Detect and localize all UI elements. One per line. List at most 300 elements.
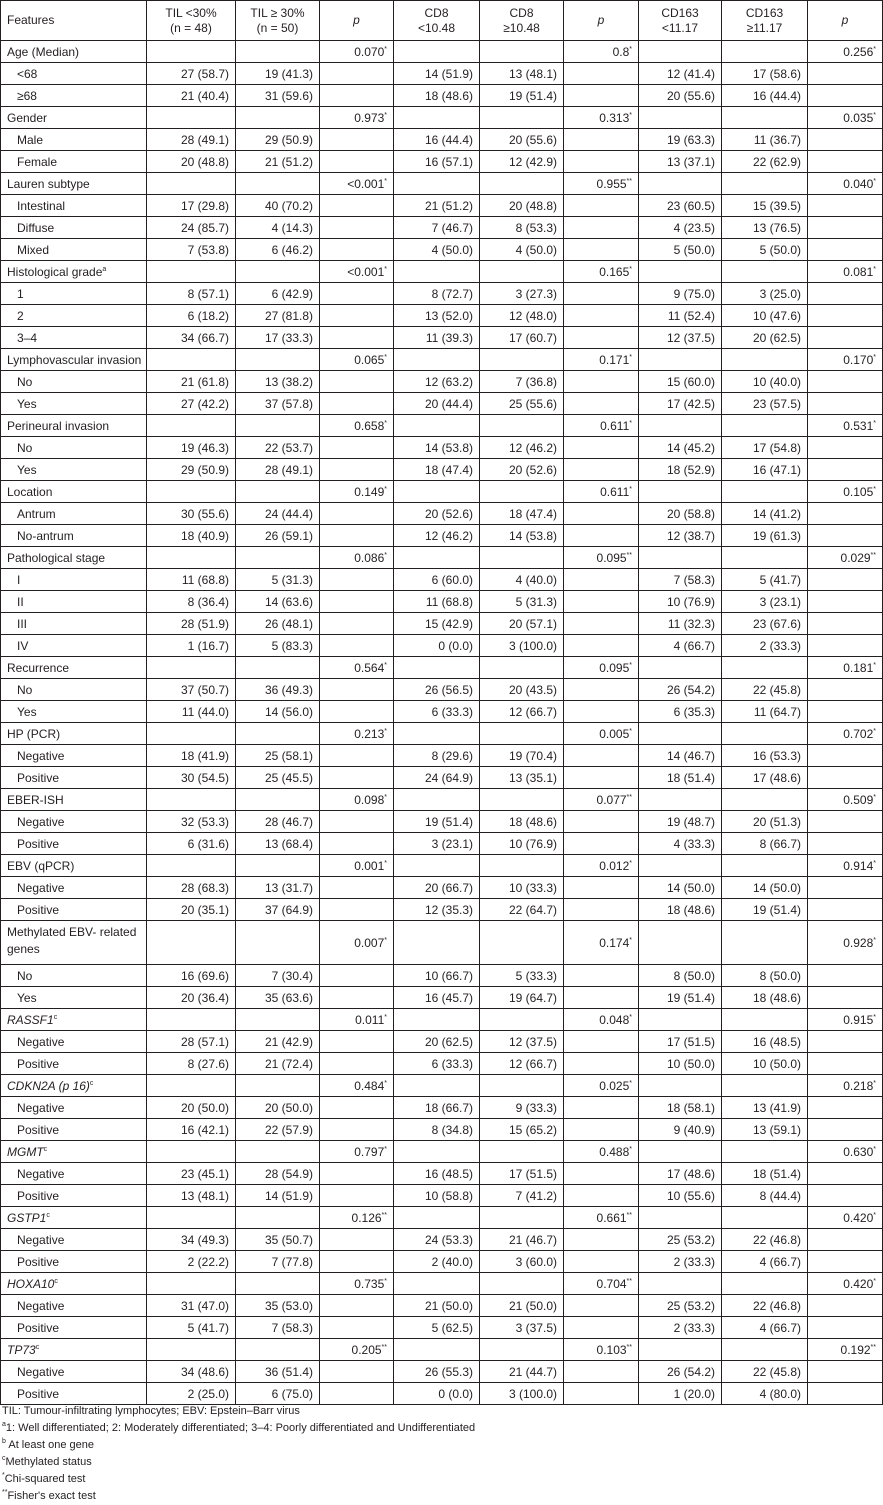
empty-cell xyxy=(147,789,236,811)
feature-label-cell xyxy=(1,217,147,239)
feature-label-cell xyxy=(1,1317,147,1339)
empty-cell xyxy=(808,1317,883,1339)
empty-cell xyxy=(722,1075,808,1097)
count-cell: 12 (66.7) xyxy=(480,701,564,723)
feature-label: Lauren subtype xyxy=(7,176,90,191)
empty-cell xyxy=(808,1097,883,1119)
footnote-marker: c xyxy=(35,1343,40,1351)
test-marker: * xyxy=(873,1277,876,1285)
test-marker: * xyxy=(629,1145,632,1153)
p-value-cell xyxy=(808,173,883,195)
p-value: 0.420 xyxy=(843,1276,874,1291)
count-cell: 19 (46.3) xyxy=(147,437,236,459)
empty-cell xyxy=(564,1163,639,1185)
p-value: 0.011 xyxy=(355,1012,385,1027)
table-row xyxy=(1,85,883,107)
p-value: 0.103 xyxy=(596,1342,627,1357)
feature-label-cell xyxy=(1,239,147,261)
empty-cell xyxy=(639,1207,722,1229)
feature-label-cell xyxy=(1,129,147,151)
count-cell: 13 (76.5) xyxy=(722,217,808,239)
count-cell: 13 (37.1) xyxy=(639,151,722,173)
empty-cell xyxy=(236,657,320,679)
count-cell: 5 (41.7) xyxy=(147,1317,236,1339)
test-marker: * xyxy=(384,485,387,493)
feature-label-cell xyxy=(1,1097,147,1119)
feature-label: Yes xyxy=(17,396,37,411)
count-cell: 10 (50.0) xyxy=(639,1053,722,1075)
feature-label-cell xyxy=(1,1339,147,1361)
count-cell: 11 (64.7) xyxy=(722,701,808,723)
count-cell: 22 (62.9) xyxy=(722,151,808,173)
count-cell: 9 (33.3) xyxy=(480,1097,564,1119)
empty-cell xyxy=(564,239,639,261)
empty-cell xyxy=(564,371,639,393)
p-value-cell xyxy=(564,1075,639,1097)
test-marker: * xyxy=(384,1013,387,1021)
count-cell: 7 (58.3) xyxy=(639,569,722,591)
p-value-cell xyxy=(320,173,394,195)
header-cell xyxy=(147,1,236,41)
count-cell: 12 (48.0) xyxy=(480,305,564,327)
feature-label: III xyxy=(17,616,28,631)
empty-cell xyxy=(808,613,883,635)
count-cell: 16 (48.5) xyxy=(722,1031,808,1053)
empty-cell xyxy=(564,1317,639,1339)
feature-label: Negative xyxy=(17,748,65,763)
empty-cell xyxy=(394,1075,480,1097)
test-marker: ** xyxy=(870,551,876,559)
empty-cell xyxy=(236,1075,320,1097)
empty-cell xyxy=(236,107,320,129)
count-cell: 3 (25.0) xyxy=(722,283,808,305)
empty-cell xyxy=(480,1207,564,1229)
feature-label: Gender xyxy=(7,110,48,125)
header-label: CD163 xyxy=(661,5,699,20)
empty-cell xyxy=(564,85,639,107)
empty-cell xyxy=(808,239,883,261)
empty-cell xyxy=(320,393,394,415)
p-value: 0.611 xyxy=(600,484,630,499)
empty-cell xyxy=(564,965,639,987)
test-marker: * xyxy=(384,859,387,867)
p-value-cell xyxy=(564,855,639,877)
table-row xyxy=(1,525,883,547)
p-value: 0.012 xyxy=(599,858,630,873)
feature-group-row xyxy=(1,349,883,371)
feature-label: Positive xyxy=(17,1188,60,1203)
p-value-cell xyxy=(808,349,883,371)
count-cell: 21 (72.4) xyxy=(236,1053,320,1075)
empty-cell xyxy=(564,877,639,899)
p-value-cell xyxy=(564,723,639,745)
table-row xyxy=(1,635,883,657)
feature-label: EBV (qPCR) xyxy=(7,858,75,873)
count-cell: 4 (66.7) xyxy=(722,1251,808,1273)
count-cell: 15 (60.0) xyxy=(639,371,722,393)
empty-cell xyxy=(808,437,883,459)
p-value-cell xyxy=(808,1339,883,1361)
count-cell: 12 (37.5) xyxy=(639,327,722,349)
p-value: 0.048 xyxy=(599,1012,630,1027)
empty-cell xyxy=(394,921,480,965)
p-value: 0.001 xyxy=(354,858,385,873)
empty-cell xyxy=(480,1273,564,1295)
count-cell: 7 (58.3) xyxy=(236,1317,320,1339)
feature-label-cell xyxy=(1,1119,147,1141)
empty-cell xyxy=(808,459,883,481)
feature-label-cell xyxy=(1,547,147,569)
table-row xyxy=(1,899,883,921)
count-cell: 22 (45.8) xyxy=(722,1361,808,1383)
count-cell: 19 (63.3) xyxy=(639,129,722,151)
test-marker: ** xyxy=(626,1211,632,1219)
test-marker: * xyxy=(873,859,876,867)
p-value-cell xyxy=(808,789,883,811)
p-value: 0.171 xyxy=(599,352,630,367)
p-value-cell xyxy=(564,481,639,503)
empty-cell xyxy=(808,1295,883,1317)
count-cell: 31 (59.6) xyxy=(236,85,320,107)
table-row xyxy=(1,701,883,723)
empty-cell xyxy=(394,107,480,129)
count-cell: 23 (57.5) xyxy=(722,393,808,415)
count-cell: 13 (31.7) xyxy=(236,877,320,899)
table-row xyxy=(1,239,883,261)
empty-cell xyxy=(236,41,320,63)
header-label: p xyxy=(597,13,605,27)
empty-cell xyxy=(564,1361,639,1383)
count-cell: 7 (41.2) xyxy=(480,1185,564,1207)
empty-cell xyxy=(480,481,564,503)
count-cell: 3 (23.1) xyxy=(394,833,480,855)
p-value-cell xyxy=(808,481,883,503)
count-cell: 32 (53.3) xyxy=(147,811,236,833)
empty-cell xyxy=(320,745,394,767)
test-marker: * xyxy=(873,45,876,53)
empty-cell xyxy=(394,41,480,63)
empty-cell xyxy=(394,1273,480,1295)
feature-label: Yes xyxy=(17,462,37,477)
feature-label-cell xyxy=(1,349,147,371)
test-marker: * xyxy=(873,1211,876,1219)
count-cell: 37 (57.8) xyxy=(236,393,320,415)
empty-cell xyxy=(320,525,394,547)
count-cell: 20 (66.7) xyxy=(394,877,480,899)
p-value: 0.661 xyxy=(596,1210,627,1225)
table-row xyxy=(1,965,883,987)
count-cell: 25 (53.2) xyxy=(639,1229,722,1251)
p-value: 0.488 xyxy=(599,1144,630,1159)
count-cell: 26 (48.1) xyxy=(236,613,320,635)
p-value-cell xyxy=(808,107,883,129)
empty-cell xyxy=(564,459,639,481)
count-cell: 20 (35.1) xyxy=(147,899,236,921)
test-marker: ** xyxy=(626,1343,632,1351)
table-row xyxy=(1,283,883,305)
p-value-cell xyxy=(564,173,639,195)
p-value: 0.005 xyxy=(599,726,630,741)
count-cell: 11 (44.0) xyxy=(147,701,236,723)
feature-label: CDKN2A (p 16) xyxy=(7,1078,90,1093)
count-cell: 10 (40.0) xyxy=(722,371,808,393)
feature-label-cell xyxy=(1,1031,147,1053)
empty-cell xyxy=(320,1251,394,1273)
count-cell: 16 (53.3) xyxy=(722,745,808,767)
empty-cell xyxy=(564,1251,639,1273)
feature-label-cell xyxy=(1,965,147,987)
test-marker: * xyxy=(629,111,632,119)
p-value: 0.095 xyxy=(596,550,627,565)
p-value: 0.797 xyxy=(354,1144,385,1159)
empty-cell xyxy=(480,1339,564,1361)
count-cell: 14 (53.8) xyxy=(480,525,564,547)
count-cell: 18 (48.6) xyxy=(394,85,480,107)
test-marker: * xyxy=(384,111,387,119)
p-value: 0.256 xyxy=(843,44,874,59)
empty-cell xyxy=(320,679,394,701)
feature-label-cell xyxy=(1,305,147,327)
empty-cell xyxy=(639,415,722,437)
empty-cell xyxy=(808,965,883,987)
count-cell: 15 (39.5) xyxy=(722,195,808,217)
p-value-cell xyxy=(808,547,883,569)
empty-cell xyxy=(480,41,564,63)
count-cell: 11 (52.4) xyxy=(639,305,722,327)
count-cell: 18 (52.9) xyxy=(639,459,722,481)
empty-cell xyxy=(480,789,564,811)
empty-cell xyxy=(320,877,394,899)
count-cell: 20 (52.6) xyxy=(480,459,564,481)
empty-cell xyxy=(394,1009,480,1031)
p-value-cell xyxy=(320,1273,394,1295)
count-cell: 0 (0.0) xyxy=(394,635,480,657)
empty-cell xyxy=(722,1339,808,1361)
table-row xyxy=(1,767,883,789)
header-label: p xyxy=(353,13,360,27)
count-cell: 26 (56.5) xyxy=(394,679,480,701)
empty-cell xyxy=(808,679,883,701)
count-cell: 19 (64.7) xyxy=(480,987,564,1009)
count-cell: 13 (41.9) xyxy=(722,1097,808,1119)
p-value: 0.029 xyxy=(840,550,871,565)
feature-label-cell xyxy=(1,371,147,393)
header-label: p xyxy=(841,13,849,27)
p-value-cell xyxy=(320,107,394,129)
empty-cell xyxy=(722,547,808,569)
empty-cell xyxy=(808,305,883,327)
count-cell: 21 (61.8) xyxy=(147,371,236,393)
test-marker: * xyxy=(629,859,632,867)
feature-label-cell xyxy=(1,921,147,965)
header-sublabel: <11.17 xyxy=(661,20,699,35)
empty-cell xyxy=(394,349,480,371)
empty-cell xyxy=(236,855,320,877)
empty-cell xyxy=(480,1075,564,1097)
empty-cell xyxy=(722,1009,808,1031)
count-cell: 34 (49.3) xyxy=(147,1229,236,1251)
table-row xyxy=(1,987,883,1009)
table-row xyxy=(1,745,883,767)
test-marker: * xyxy=(873,727,876,735)
p-value: 0.181 xyxy=(843,660,874,675)
count-cell: 17 (33.3) xyxy=(236,327,320,349)
empty-cell xyxy=(564,1053,639,1075)
table-row xyxy=(1,1361,883,1383)
count-cell: 13 (38.2) xyxy=(236,371,320,393)
count-cell: 11 (39.3) xyxy=(394,327,480,349)
empty-cell xyxy=(480,261,564,283)
feature-label: Histological grade xyxy=(7,264,103,279)
empty-cell xyxy=(236,349,320,371)
empty-cell xyxy=(320,1031,394,1053)
count-cell: 29 (50.9) xyxy=(236,129,320,151)
count-cell: 14 (45.2) xyxy=(639,437,722,459)
p-value-cell xyxy=(564,1273,639,1295)
empty-cell xyxy=(808,1229,883,1251)
empty-cell xyxy=(320,437,394,459)
empty-cell xyxy=(564,811,639,833)
count-cell: 16 (45.7) xyxy=(394,987,480,1009)
feature-label-cell xyxy=(1,899,147,921)
feature-label-cell xyxy=(1,1141,147,1163)
count-cell: 11 (68.8) xyxy=(147,569,236,591)
empty-cell xyxy=(808,635,883,657)
count-cell: 12 (46.2) xyxy=(394,525,480,547)
p-value-cell xyxy=(808,921,883,965)
empty-cell xyxy=(808,1251,883,1273)
count-cell: 22 (46.8) xyxy=(722,1229,808,1251)
count-cell: 20 (50.0) xyxy=(236,1097,320,1119)
empty-cell xyxy=(394,415,480,437)
count-cell: 5 (31.3) xyxy=(480,591,564,613)
p-value: 0.065 xyxy=(354,352,385,367)
p-value: 0.313 xyxy=(599,110,630,125)
header-label: CD8 xyxy=(424,5,449,20)
empty-cell xyxy=(147,1141,236,1163)
count-cell: 26 (54.2) xyxy=(639,1361,722,1383)
feature-label: Yes xyxy=(17,704,37,719)
count-cell: 26 (55.3) xyxy=(394,1361,480,1383)
count-cell: 34 (66.7) xyxy=(147,327,236,349)
header-cell xyxy=(808,1,883,41)
empty-cell xyxy=(480,657,564,679)
feature-label: Yes xyxy=(17,990,37,1005)
p-value-cell xyxy=(320,657,394,679)
empty-cell xyxy=(808,745,883,767)
count-cell: 21 (50.0) xyxy=(480,1295,564,1317)
footnote-text: 1: Well differentiated; 2: Moderately differentiated; 3–4: Poorly differentiated and Undifferentiated xyxy=(5,1422,476,1434)
count-cell: 7 (77.8) xyxy=(236,1251,320,1273)
empty-cell xyxy=(320,503,394,525)
p-value: 0.070 xyxy=(354,44,385,59)
empty-cell xyxy=(808,503,883,525)
count-cell: 30 (55.6) xyxy=(147,503,236,525)
empty-cell xyxy=(722,921,808,965)
count-cell: 6 (60.0) xyxy=(394,569,480,591)
count-cell: 16 (42.1) xyxy=(147,1119,236,1141)
count-cell: 19 (51.4) xyxy=(480,85,564,107)
p-value: 0.149 xyxy=(354,484,385,499)
empty-cell xyxy=(564,129,639,151)
p-value: 0.484 xyxy=(354,1078,385,1093)
count-cell: 20 (44.4) xyxy=(394,393,480,415)
feature-label: Recurrence xyxy=(7,660,70,675)
count-cell: 6 (33.3) xyxy=(394,1053,480,1075)
count-cell: 12 (42.9) xyxy=(480,151,564,173)
table-row xyxy=(1,877,883,899)
empty-cell xyxy=(320,833,394,855)
footnote xyxy=(2,1471,475,1488)
table-row xyxy=(1,129,883,151)
count-cell: 1 (20.0) xyxy=(639,1383,722,1405)
count-cell: 17 (51.5) xyxy=(480,1163,564,1185)
count-cell: 2 (33.3) xyxy=(722,635,808,657)
empty-cell xyxy=(808,591,883,613)
test-marker: ** xyxy=(626,1277,632,1285)
p-value-cell xyxy=(320,261,394,283)
count-cell: 28 (46.7) xyxy=(236,811,320,833)
feature-label-cell xyxy=(1,591,147,613)
count-cell: 8 (34.8) xyxy=(394,1119,480,1141)
empty-cell xyxy=(808,1119,883,1141)
empty-cell xyxy=(639,1075,722,1097)
count-cell: 6 (33.3) xyxy=(394,701,480,723)
empty-cell xyxy=(639,261,722,283)
p-value-cell xyxy=(564,261,639,283)
count-cell: 14 (50.0) xyxy=(722,877,808,899)
count-cell: 24 (44.4) xyxy=(236,503,320,525)
count-cell: 18 (41.9) xyxy=(147,745,236,767)
p-value-cell xyxy=(564,107,639,129)
empty-cell xyxy=(808,129,883,151)
empty-cell xyxy=(147,481,236,503)
empty-cell xyxy=(564,1031,639,1053)
test-marker: * xyxy=(384,1079,387,1087)
feature-label: Negative xyxy=(17,1166,65,1181)
empty-cell xyxy=(808,151,883,173)
feature-label-cell xyxy=(1,723,147,745)
feature-label-cell xyxy=(1,173,147,195)
feature-label-cell xyxy=(1,525,147,547)
count-cell: 17 (58.6) xyxy=(722,63,808,85)
empty-cell xyxy=(480,415,564,437)
count-cell: 27 (81.8) xyxy=(236,305,320,327)
feature-label: GSTP1 xyxy=(7,1210,47,1225)
empty-cell xyxy=(320,305,394,327)
empty-cell xyxy=(808,217,883,239)
feature-group-row xyxy=(1,1273,883,1295)
count-cell: 21 (51.2) xyxy=(394,195,480,217)
empty-cell xyxy=(147,173,236,195)
header-label: TIL ≥ 30% xyxy=(250,5,305,20)
feature-label: 2 xyxy=(17,308,24,323)
feature-label: Male xyxy=(17,132,44,147)
count-cell: 10 (47.6) xyxy=(722,305,808,327)
count-cell: 14 (63.6) xyxy=(236,591,320,613)
empty-cell xyxy=(394,1339,480,1361)
count-cell: 23 (45.1) xyxy=(147,1163,236,1185)
empty-cell xyxy=(564,1185,639,1207)
feature-group-row xyxy=(1,723,883,745)
empty-cell xyxy=(564,503,639,525)
count-cell: 18 (40.9) xyxy=(147,525,236,547)
test-marker: ** xyxy=(870,1343,876,1351)
p-value: 0.8 xyxy=(612,44,630,59)
empty-cell xyxy=(639,547,722,569)
count-cell: 18 (47.4) xyxy=(480,503,564,525)
empty-cell xyxy=(639,107,722,129)
